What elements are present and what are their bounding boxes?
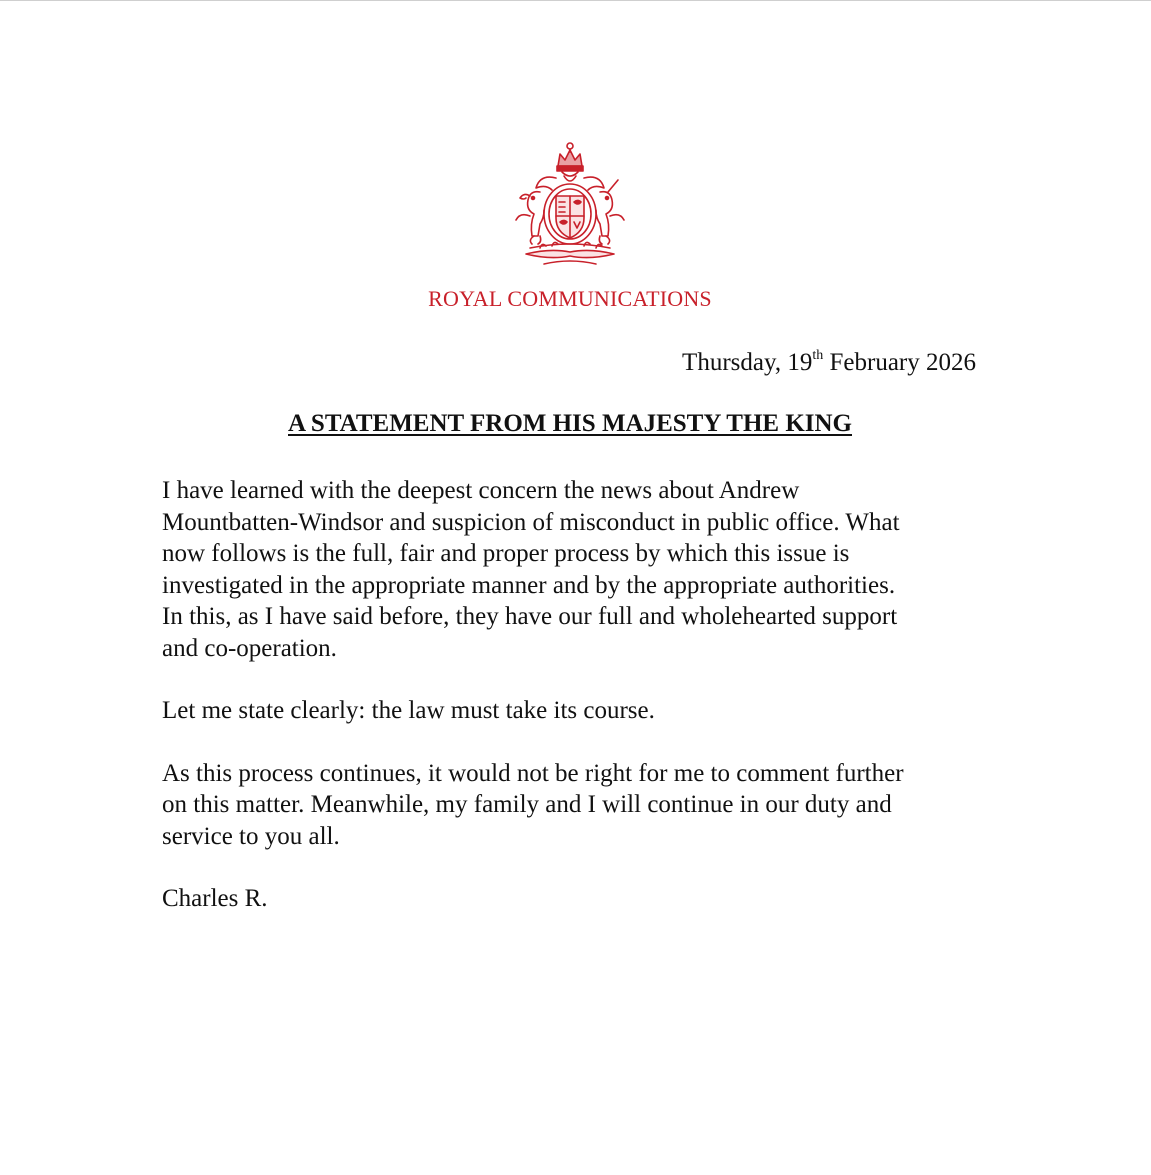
statement-paragraph	[162, 475, 992, 664]
paragraph-line: service to you all.	[162, 822, 340, 850]
statement-paragraph	[162, 695, 992, 727]
paragraph-line: Let me state clearly: the law must take its course.	[162, 697, 655, 724]
paragraph-line: I have learned with the deepest concern the news about Andrew	[162, 477, 800, 504]
top-divider	[0, 0, 1151, 1]
paragraph-line: In this, as I have said before, they have our full and wholehearted support	[162, 603, 898, 630]
statement-body	[162, 475, 992, 883]
office-name-text: ROYAL COMMUNICATIONS	[428, 286, 712, 311]
royal-coat-of-arms-icon	[500, 136, 640, 276]
statement-paragraph	[162, 758, 992, 853]
paragraph-line: and co-operation.	[162, 634, 337, 662]
paragraph-line: investigated in the appropriate manner and by the appropriate authorities.	[162, 571, 896, 599]
paragraph-line: As this process continues, it would not be right for me to comment further	[162, 759, 904, 787]
paragraph-line: now follows is the full, fair and proper process by which this issue is	[162, 540, 850, 567]
date-day: 19	[787, 349, 813, 376]
signature: Charles R.	[162, 885, 268, 912]
date-month-year: February 2026	[829, 349, 976, 376]
paragraph-line: on this matter. Meanwhile, my family and I will continue in our duty and	[162, 791, 892, 818]
statement-date	[682, 347, 976, 379]
date-day-suffix: th	[812, 348, 824, 363]
paragraph-line: Mountbatten-Windsor and suspicion of misconduct in public office. What	[162, 508, 900, 536]
date-weekday: Thursday,	[682, 349, 782, 376]
office-name	[0, 285, 1140, 313]
statement-title: A STATEMENT FROM HIS MAJESTY THE KING	[288, 410, 852, 437]
